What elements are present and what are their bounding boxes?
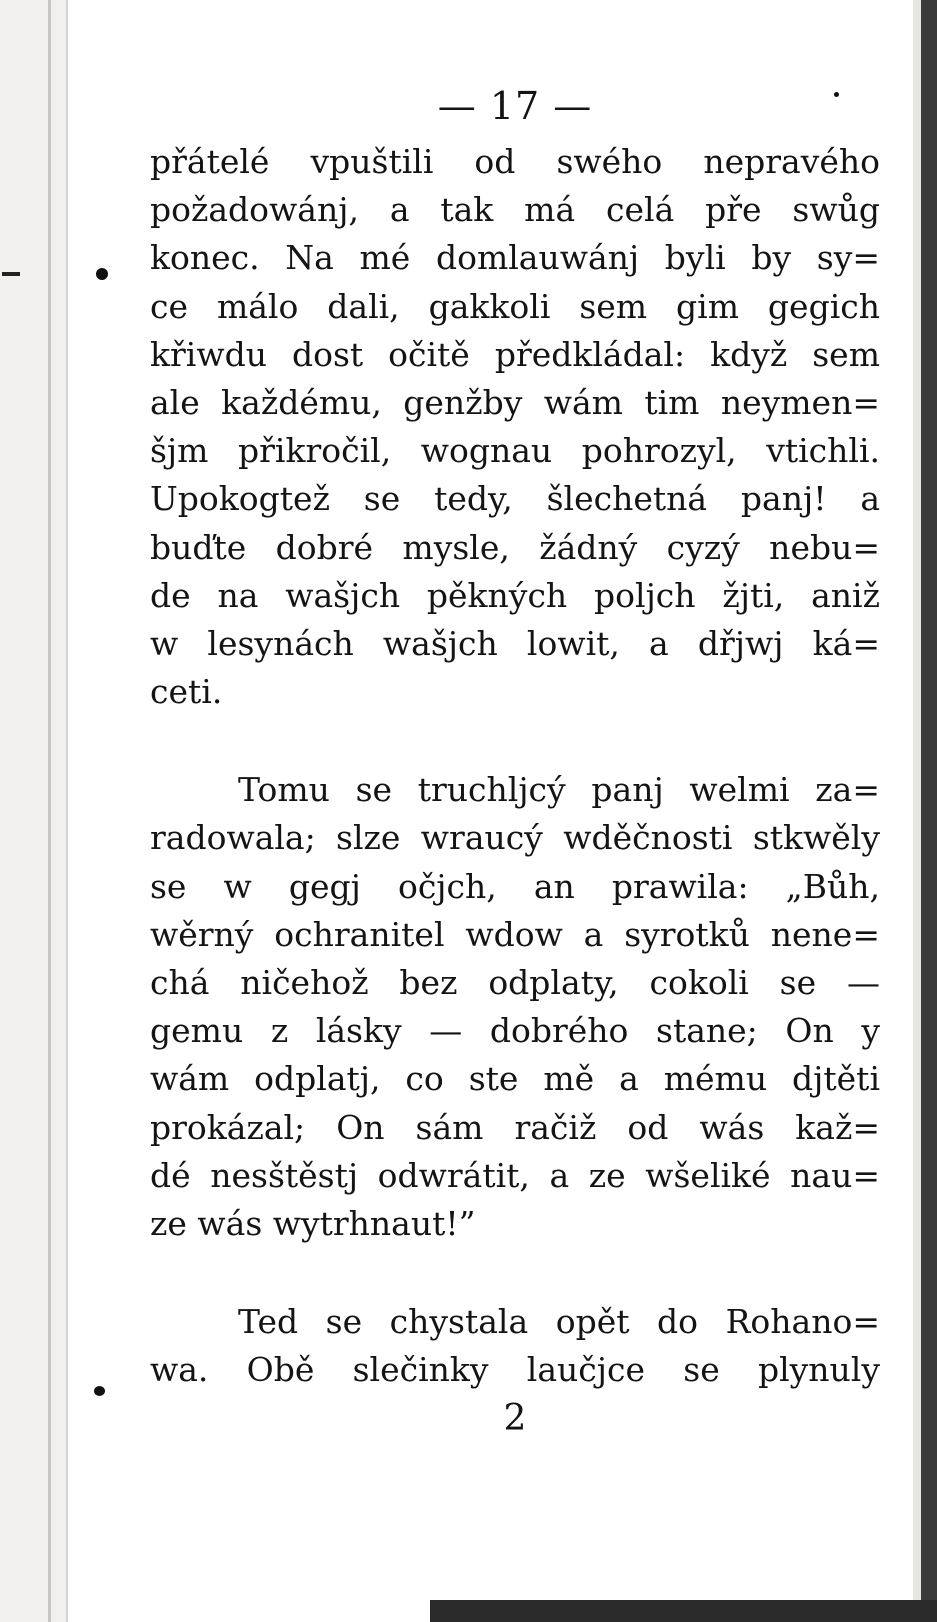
page-number: — 17 — <box>437 84 593 128</box>
text-line: dé nesštěstj odwrátit, a ze wšeliké nau= <box>150 1155 880 1195</box>
text-line: Ted se chystala opět do Rohano= <box>238 1302 880 1342</box>
paragraph-3 <box>150 1298 880 1394</box>
paragraph-gap <box>150 716 880 766</box>
page-content <box>150 84 880 1443</box>
scan-bottom-shadow <box>430 1600 937 1622</box>
ink-dash <box>2 272 20 276</box>
text-line: přátelé vpuštili od swého nepravého <box>150 142 880 181</box>
text-line: šjm přikročil, wognau pohrozyl, vtichli. <box>150 431 880 471</box>
text-line: de na wašjch pěkných poljch žjti, aniž <box>150 575 880 615</box>
text-line: wěrný ochranitel wdow a syrotků nene= <box>150 914 880 954</box>
paragraph-1 <box>150 138 880 716</box>
text-line: buďte dobré mysle, žádný cyzý nebu= <box>150 527 880 567</box>
text-line: wa. Obě slečinky laučjce se plynuly <box>150 1350 880 1390</box>
page-fold-line <box>48 0 51 1622</box>
text-line: ze wás wytrhnaut!” <box>150 1203 476 1243</box>
text-line: ceti. <box>150 672 223 712</box>
text-line: w lesynách wašjch lowit, a dřjwj ká= <box>150 623 880 663</box>
book-edge-shadow <box>921 0 937 1622</box>
text-line: Upokogtež se tedy, šlechetná panj! a <box>150 479 880 519</box>
text-line: chá ničehož bez odplaty, cokoli se — <box>150 963 880 1002</box>
text-line: se w gegj očjch, an prawila: „Bůh, <box>150 866 880 906</box>
page-margin-shadow <box>913 0 921 1622</box>
text-line: Tomu se truchljcý panj welmi za= <box>238 770 880 810</box>
text-line: ale každému, genžby wám tim neymen= <box>150 382 880 422</box>
text-line: gemu z lásky — dobrého stane; On y <box>150 1011 880 1051</box>
text-line: ce málo dali, gakkoli sem gim gegich <box>150 286 880 326</box>
ink-spot <box>94 1386 105 1396</box>
text-line: konec. Na mé domlauwánj byli by sy= <box>150 238 880 278</box>
signature-mark: 2 <box>503 1397 527 1439</box>
paragraph-gap <box>150 1248 880 1298</box>
text-line: křiwdu dost očitě předkládal: když sem <box>150 334 880 374</box>
text-line: radowala; slze wraucý wděčnosti stkwěly <box>150 818 880 858</box>
text-line: prokázal; On sám račiž od wás kaž= <box>150 1107 880 1147</box>
paragraph-2 <box>150 766 880 1248</box>
ink-spot <box>96 268 108 280</box>
text-line: požadowánj, a tak má celá pře swůg <box>150 190 880 230</box>
text-line: wám odplatj, co ste mě a mému djtěti <box>150 1059 880 1099</box>
facing-page-edge <box>0 0 68 1622</box>
